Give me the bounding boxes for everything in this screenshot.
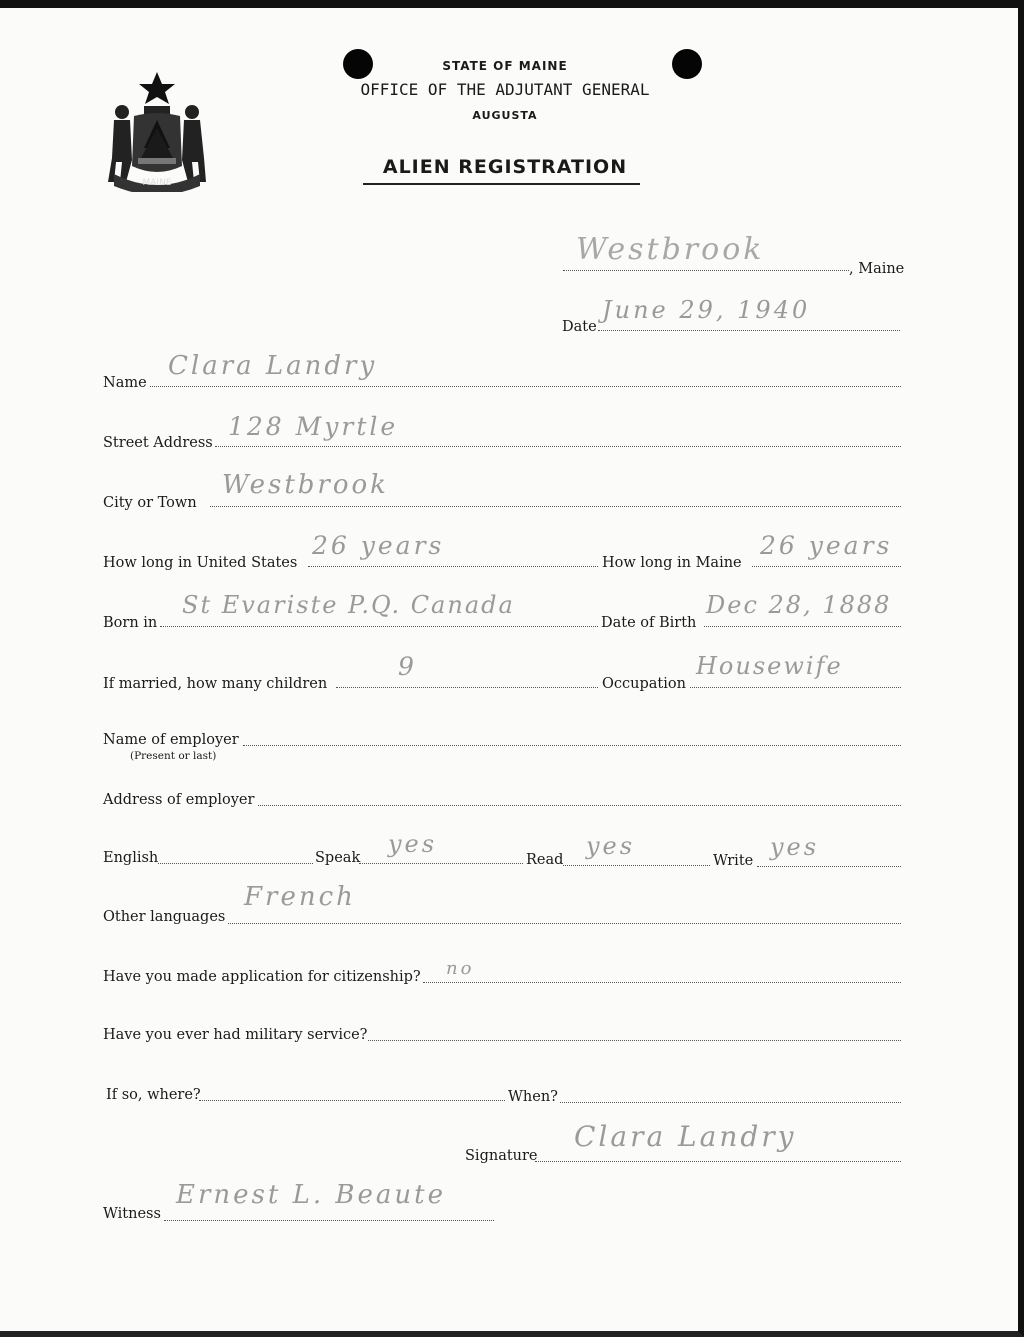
occupation-label: Occupation — [602, 676, 686, 692]
name-label: Name — [103, 375, 147, 391]
street-address-line — [215, 446, 901, 447]
speak-entry: yes — [388, 830, 438, 858]
speak-label: Speak — [315, 850, 361, 866]
town-line — [563, 270, 849, 271]
street-address-label: Street Address — [103, 435, 213, 451]
other-languages-line — [228, 923, 901, 924]
title-underline — [363, 183, 640, 185]
speak-line — [359, 863, 523, 864]
signature-line — [535, 1161, 901, 1162]
employer-address-label: Address of employer — [103, 792, 255, 808]
occupation-line — [690, 687, 901, 688]
children-label: If married, how many children — [103, 676, 328, 692]
form-title: ALIEN REGISTRATION — [382, 156, 628, 178]
born-in-entry: St Evariste P.Q. Canada — [182, 591, 515, 619]
write-line — [757, 866, 901, 867]
state-heading: STATE OF MAINE — [442, 59, 568, 73]
svg-text:MAINE: MAINE — [142, 178, 172, 188]
how-long-maine-entry: 26 years — [760, 531, 893, 560]
employer-note: (Present or last) — [130, 750, 217, 762]
how-long-us-label: How long in United States — [103, 555, 298, 571]
write-label: Write — [713, 853, 754, 869]
street-address-entry: 128 Myrtle — [228, 412, 399, 441]
read-line — [563, 865, 710, 866]
other-languages-entry: French — [244, 882, 356, 912]
citizenship-label: Have you made application for citizenship? — [103, 969, 421, 985]
name-line — [150, 386, 901, 387]
witness-label: Witness — [103, 1206, 161, 1222]
date-label: Date — [562, 319, 597, 335]
english-label: English — [103, 850, 159, 866]
signature-label: Signature — [465, 1148, 538, 1164]
city-or-town-entry: Westbrook — [222, 470, 389, 500]
city-or-town-label: City or Town — [103, 495, 197, 511]
employer-address-line — [258, 805, 901, 806]
where-line — [199, 1100, 505, 1101]
how-long-us-line — [308, 566, 598, 567]
employer-name-label: Name of employer — [103, 732, 239, 748]
date-of-birth-label: Date of Birth — [601, 615, 697, 631]
read-label: Read — [526, 852, 564, 868]
other-languages-label: Other languages — [103, 909, 226, 925]
how-long-maine-label: How long in Maine — [602, 555, 742, 571]
military-line — [368, 1040, 901, 1041]
date-of-birth-line — [704, 626, 901, 627]
military-label: Have you ever had military service? — [103, 1027, 368, 1043]
citizenship-entry: no — [446, 958, 475, 979]
maine-label: , Maine — [849, 261, 905, 277]
employer-name-line — [243, 745, 901, 746]
name-entry: Clara Landry — [168, 351, 378, 381]
witness-entry: Ernest L. Beaute — [176, 1180, 446, 1210]
how-long-maine-line — [752, 566, 901, 567]
children-line — [336, 687, 598, 688]
citizenship-line — [423, 982, 901, 983]
date-line — [598, 330, 900, 331]
when-label: When? — [508, 1089, 558, 1105]
read-entry: yes — [586, 832, 636, 860]
date-entry: June 29, 1940 — [602, 296, 811, 324]
born-in-label: Born in — [103, 615, 158, 631]
date-of-birth-entry: Dec 28, 1888 — [706, 591, 892, 619]
town-entry: Westbrook — [576, 232, 765, 267]
children-entry: 9 — [398, 652, 417, 681]
occupation-entry: Housewife — [696, 652, 843, 680]
when-line — [560, 1102, 901, 1103]
how-long-us-entry: 26 years — [312, 531, 445, 560]
witness-line — [164, 1220, 494, 1221]
where-label: If so, where? — [106, 1087, 201, 1103]
born-in-line — [160, 626, 598, 627]
english-line — [158, 863, 313, 864]
city-heading: AUGUSTA — [472, 109, 538, 122]
office-heading: OFFICE OF THE ADJUTANT GENERAL — [360, 80, 650, 99]
signature-entry: Clara Landry — [574, 1120, 797, 1153]
write-entry: yes — [770, 833, 820, 861]
city-or-town-line — [210, 506, 901, 507]
